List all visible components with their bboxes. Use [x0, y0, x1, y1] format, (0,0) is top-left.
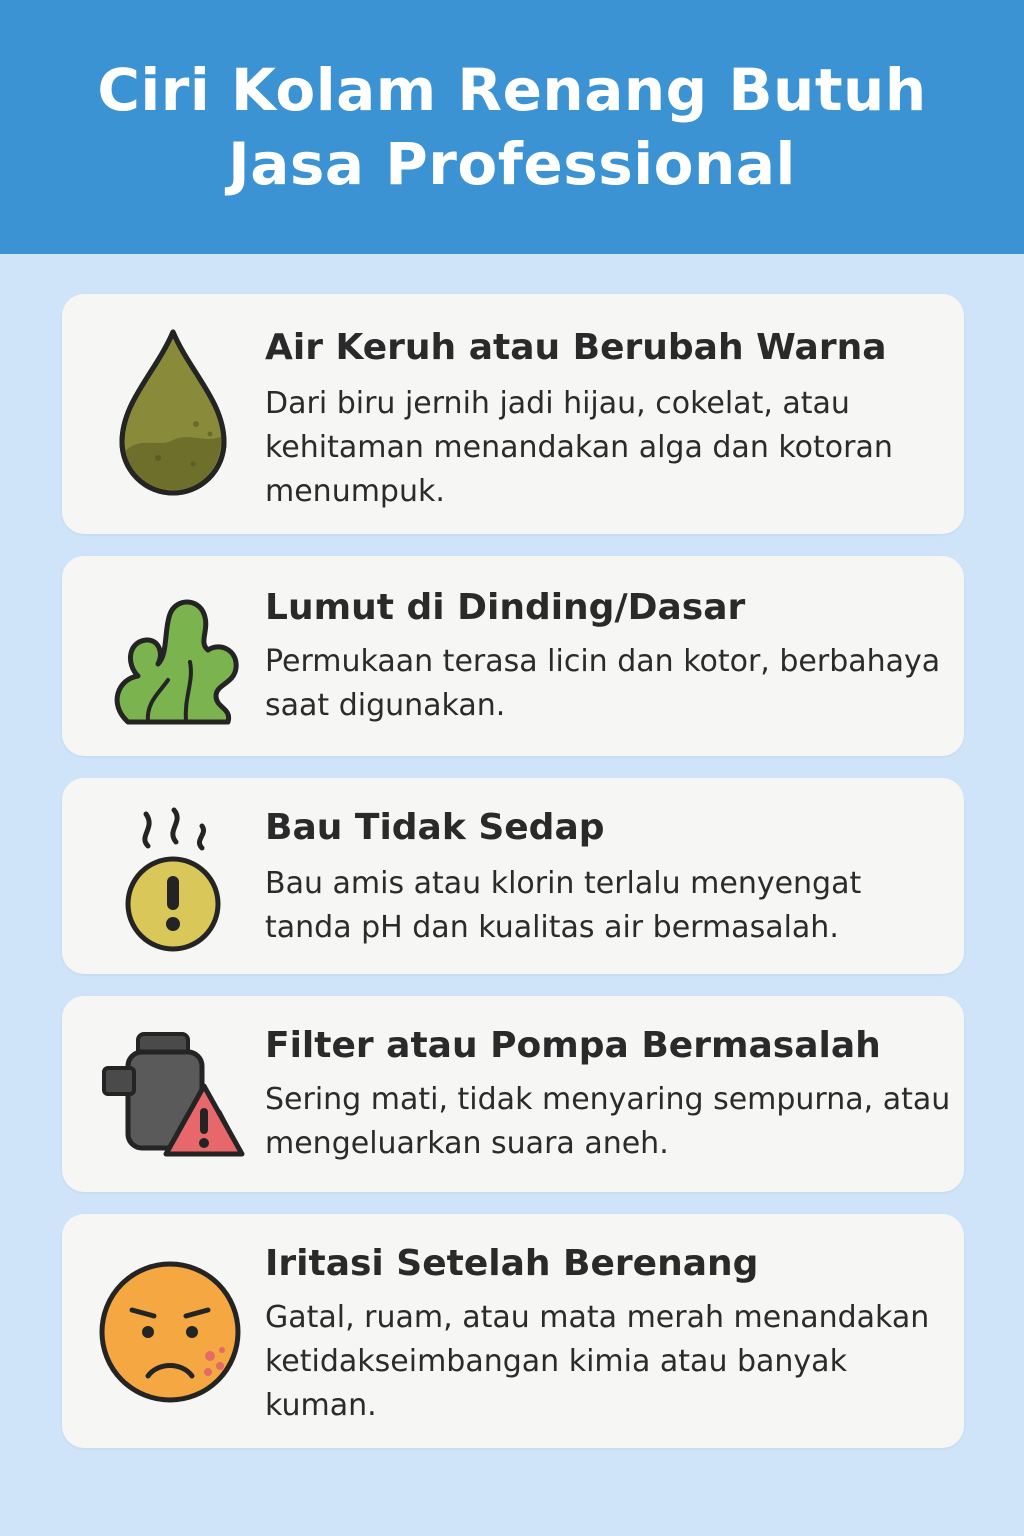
- card-description: Gatal, ruam, atau mata merah menandakan ketidakseimbangan kimia atau banyak kuman.: [265, 1300, 930, 1423]
- card-title: Lumut di Dinding/Dasar: [265, 587, 746, 628]
- card-cloudy-water: [62, 294, 964, 534]
- card-description: Dari biru jernih jadi hijau, cokelat, atau kehitaman menandakan alga dan kotoran menumpuk.: [265, 386, 893, 509]
- card-description: Permukaan terasa licin dan kotor, berbahaya saat digunakan.: [265, 644, 941, 723]
- card-moss: [62, 556, 964, 756]
- odor-warning-icon: [98, 806, 248, 958]
- card-filter-pump: [62, 996, 964, 1192]
- card-title: Filter atau Pompa Bermasalah: [265, 1025, 881, 1066]
- card-title: Iritasi Setelah Berenang: [265, 1243, 759, 1284]
- pump-warning-icon: [98, 1028, 248, 1162]
- card-irritation: [62, 1214, 964, 1448]
- card-title: Air Keruh atau Berubah Warna: [265, 327, 887, 368]
- header-banner: [0, 0, 1024, 254]
- card-title: Bau Tidak Sedap: [265, 807, 605, 848]
- moss-icon: [98, 584, 248, 733]
- card-bad-odor: [62, 778, 964, 974]
- water-drop-icon: [98, 324, 248, 503]
- card-description: Sering mati, tidak menyaring sempurna, atau mengeluarkan suara aneh.: [265, 1082, 951, 1161]
- card-description: Bau amis atau klorin terlalu menyengat tanda pH dan kualitas air bermasalah.: [265, 866, 862, 945]
- page-title: Ciri Kolam Renang Butuh Jasa Professional: [97, 56, 927, 198]
- irritated-face-icon: [98, 1258, 248, 1412]
